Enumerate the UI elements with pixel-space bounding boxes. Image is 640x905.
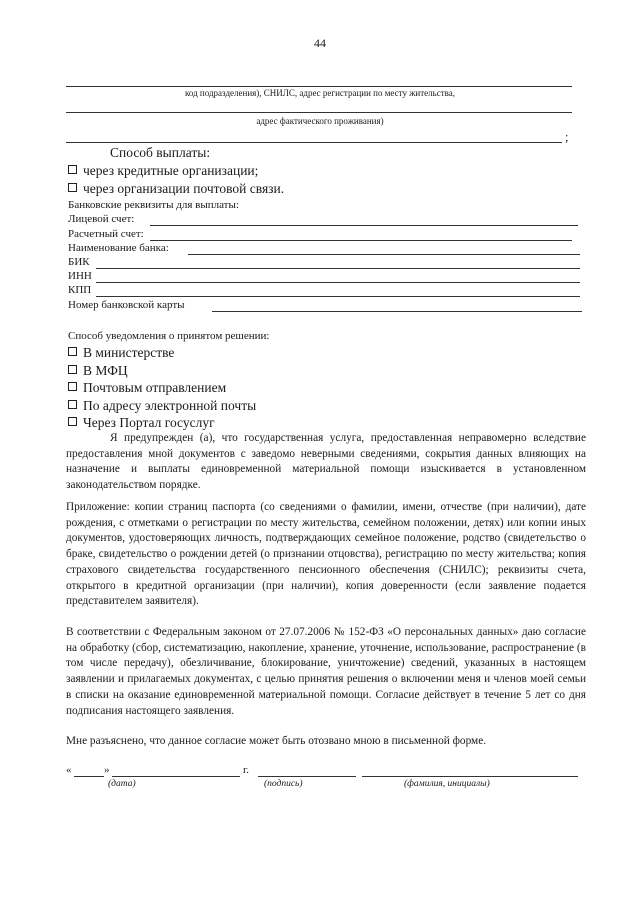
kpp-input[interactable]: [96, 296, 580, 297]
date-close-quote: »: [104, 764, 110, 776]
bank-field-label: БИК: [68, 256, 90, 268]
notify-option[interactable]: В МФЦ: [68, 363, 128, 379]
signature-label: (подпись): [264, 779, 303, 789]
address-semicolon: ;: [565, 130, 569, 144]
address-line-2[interactable]: [66, 112, 572, 113]
inn-input[interactable]: [96, 282, 580, 283]
bank-field-label: Номер банковской карты: [68, 299, 185, 311]
checkbox-icon[interactable]: [68, 382, 77, 391]
bank-field-label: Лицевой счет:: [68, 213, 135, 225]
bank-heading: Банковские реквизиты для выплаты:: [68, 199, 239, 211]
bank-field-label: Расчетный счет:: [68, 228, 144, 240]
notify-option[interactable]: По адресу электронной почты: [68, 398, 256, 414]
checkbox-icon[interactable]: [68, 347, 77, 356]
checkbox-icon[interactable]: [68, 365, 77, 374]
date-label: (дата): [108, 779, 136, 789]
address-hint-2: адрес фактического проживания): [256, 116, 384, 126]
bank-field-label: ИНН: [68, 270, 92, 282]
date-day-input[interactable]: [74, 776, 104, 777]
notify-option[interactable]: В министерстве: [68, 345, 174, 361]
checkbox-icon[interactable]: [68, 165, 77, 174]
full-name-input[interactable]: [362, 776, 578, 777]
bank-field-label: КПП: [68, 284, 92, 296]
checkbox-icon[interactable]: [68, 400, 77, 409]
date-month-input[interactable]: [112, 776, 240, 777]
signature-input[interactable]: [258, 776, 356, 777]
checkbox-icon[interactable]: [68, 183, 77, 192]
address-line-1[interactable]: [66, 86, 572, 87]
date-open-quote: «: [66, 764, 72, 776]
payment-option-post[interactable]: через организации почтовой связи.: [68, 181, 284, 197]
notify-option[interactable]: Почтовым отправлением: [68, 380, 226, 396]
page-number: 44: [314, 36, 326, 50]
bank-name-input[interactable]: [188, 254, 580, 255]
attachment-paragraph: Приложение: копии страниц паспорта (со сведениями о фамилии, имени, отчестве (при наличии), дате рождения, с отметками о регистрации по месту жительства, семейном положении, детях) или копии иных документов, удостоверяющих личность, подтверждающих семейное положение, родство (свидетельство о браке, свидетельство о рождении детей (о признании отцовства), регистрацию по месту жительства; копия страхового свидетельства государственного пенсионного обеспечения (СНИЛС); реквизиты счета, открытого в кредитной организации (при наличии), копия доверенности (если заявление подается представителем заявителя).: [66, 501, 586, 608]
address-hint-1: код подразделения), СНИЛС, адрес регистрации по месту жительства,: [184, 88, 456, 98]
address-line-3[interactable]: [66, 142, 562, 143]
consent-paragraph: В соответствии с Федеральным законом от 27.07.2006 № 152-ФЗ «О персональных данных» даю согласие на обработку (сбор, систематизацию, накопление, хранение, уточнение, использование, распространение (в том числе передачу), обезличивание, блокирование, уничтожение) сведений, указанных в настоящем заявлении и прилагаемых документах, с целью принятия решения о включении меня и членов моей семьи в списки на оказание единовременной материальной помощи. Согласие действует в течение 5 лет со дня подписания настоящего заявления.: [66, 626, 586, 717]
payment-option-credit[interactable]: через кредитные организации;: [68, 163, 258, 179]
bank-field-label: Наименование банка:: [68, 242, 169, 254]
date-year-suffix: г.: [243, 764, 250, 776]
warning-paragraph: Я предупрежден (а), что государственная услуга, предоставленная неправомерно вследствие предоставления мной документов с заведомо неверными сведениями, сокрытия данных влияющих на назначение и выплаты единовременной материальной помощи изыскивается в установленном законодательством порядке.: [66, 432, 586, 492]
bank-account-input[interactable]: [150, 225, 578, 226]
settlement-account-input[interactable]: [150, 240, 572, 241]
revoke-paragraph: Мне разъяснено, что данное согласие может быть отозвано мною в письменной форме.: [66, 735, 487, 747]
card-number-input[interactable]: [212, 311, 582, 312]
payment-title: Способ выплаты:: [110, 145, 211, 160]
bik-input[interactable]: [96, 268, 580, 269]
notify-title: Способ уведомления о принятом решении:: [68, 330, 270, 342]
checkbox-icon[interactable]: [68, 417, 77, 426]
name-label: (фамилия, инициалы): [404, 779, 490, 789]
notify-option[interactable]: Через Портал госуслуг: [68, 415, 215, 431]
